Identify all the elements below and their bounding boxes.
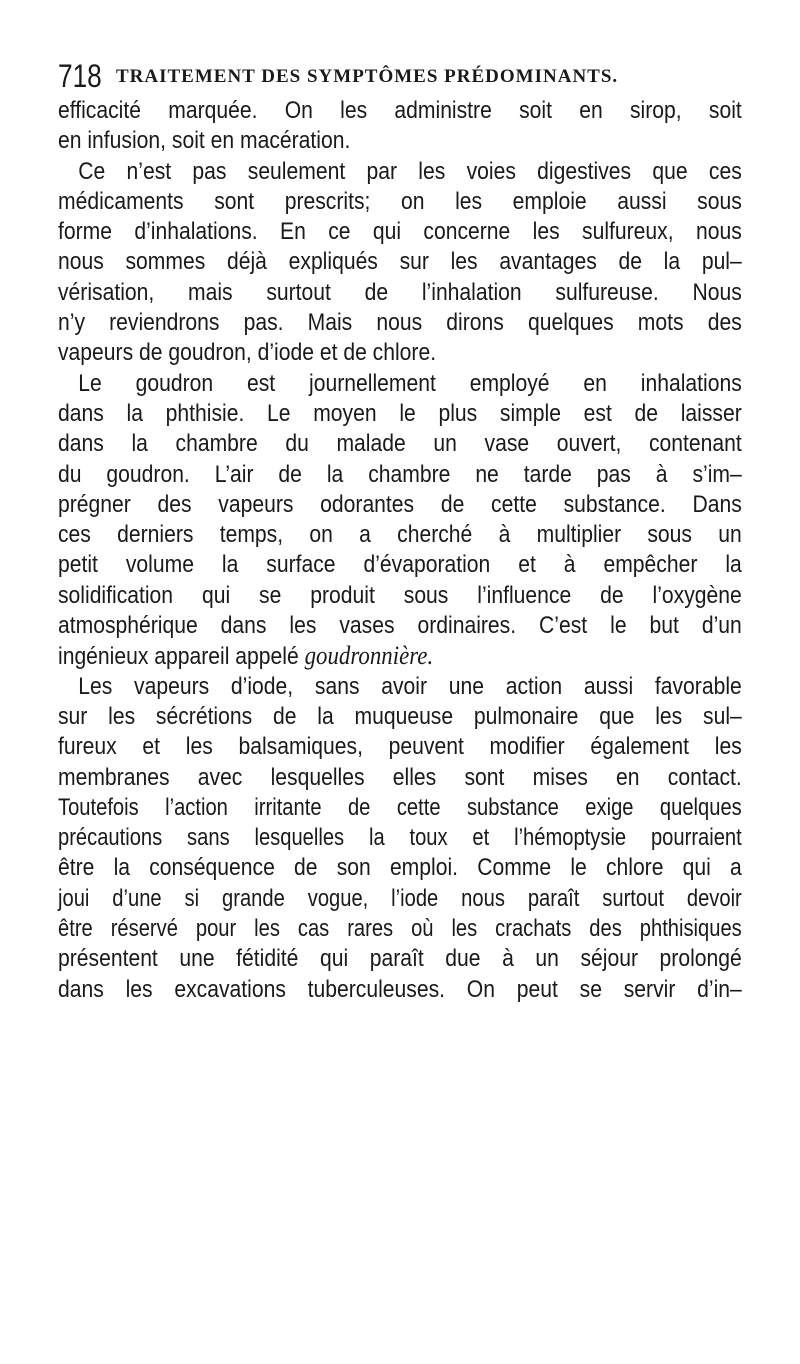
page-header [58,56,748,96]
text-line: être réservé pour les cas rares où les crachats des phthisiques [58,915,742,943]
text-line: sur les sécrétions de la muqueuse pulmonaire que les sul– [58,702,742,730]
running-head: TRAITEMENT DES SYMPTÔMES PRÉDOMINANTS. [116,66,619,87]
text-line: vapeurs de goudron, d’iode et de chlore. [58,339,437,367]
italic-term: goudronnière. [304,641,434,671]
text-line: précautions sans lesquelles la toux et l’hémoptysie pourraient [58,824,742,852]
text-line: dans les excavations tuberculeuses. On peut se servir d’in– [58,975,742,1003]
text-line: fureux et les balsamiques, peuvent modifier également les [58,733,742,761]
text-line: médicaments sont prescrits; on les emploie aussi sous [58,187,742,215]
text-line: solidification qui se produit sous l’influence de l’oxygène [58,581,742,609]
text-line: du goudron. L’air de la chambre ne tarde pas à s’im– [58,460,742,488]
text-line: être la conséquence de son emploi. Comme le chlore qui a [58,854,742,882]
body-text [58,96,742,1005]
text-line: n’y reviendrons pas. Mais nous dirons quelques mots des [58,309,742,337]
text-line: Ce n’est pas seulement par les voies digestives que ces [78,157,742,185]
text-line: joui d’une si grande vogue, l’iode nous paraît surtout devoir [58,884,742,912]
text-line: Les vapeurs d’iode, sans avoir une action aussi favorable [78,672,742,700]
text-line [58,641,742,671]
text-line: dans la chambre du malade un vase ouvert, contenant [58,430,742,458]
text-line: Toutefois l’action irritante de cette substance exige quelques [58,793,742,821]
page-number: 718 [58,58,102,94]
text-line: membranes avec lesquelles elles sont mises en contact. [58,763,742,791]
text-line: ces derniers temps, on a cherché à multiplier sous un [58,521,742,549]
text-fragment: ingénieux appareil appelé [58,643,299,671]
text-line: Le goudron est journellement employé en inhalations [78,369,742,397]
text-line: vérisation, mais surtout de l’inhalation sulfureuse. Nous [58,278,742,306]
text-line: atmosphérique dans les vases ordinaires. C’est le but d’un [58,612,742,640]
text-line: en infusion, soit en macération. [58,127,351,155]
text-line: petit volume la surface d’évaporation et à empêcher la [58,551,742,579]
text-line: forme d’inhalations. En ce qui concerne les sulfureux, nous [58,218,742,246]
text-line: nous sommes déjà expliqués sur les avantages de la pul– [58,248,742,276]
text-line: présentent une fétidité qui paraît due à un séjour prolongé [58,945,742,973]
text-line: dans la phthisie. Le moyen le plus simple est de laisser [58,399,742,427]
text-line: prégner des vapeurs odorantes de cette substance. Dans [58,490,742,518]
text-line: efficacité marquée. On les administre soit en sirop, soit [58,97,742,124]
